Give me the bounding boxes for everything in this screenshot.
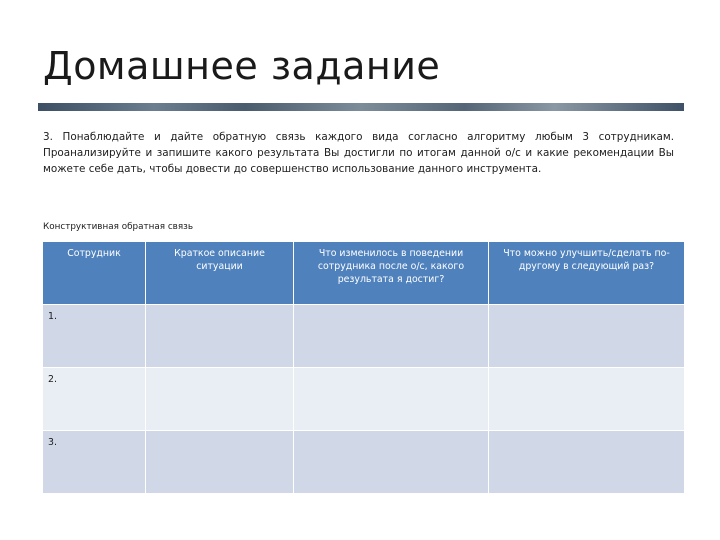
table-header-row [43,242,685,305]
table-cell[interactable] [489,431,685,494]
table-cell[interactable] [489,368,685,431]
table-cell[interactable] [294,431,489,494]
table-row [43,368,685,431]
header-employee: Сотрудник [43,242,146,305]
table-cell[interactable] [146,368,294,431]
table-row [43,305,685,368]
table-row [43,431,685,494]
table-cell[interactable] [146,431,294,494]
header-result: Что изменилось в поведении сотрудника после о/с, какого результата я достиг? [294,242,489,305]
row-number: 2. [43,368,146,431]
table-caption: Конструктивная обратная связь [43,222,194,232]
slide-title: Домашнее задание [43,44,441,88]
table-cell[interactable] [146,305,294,368]
table-cell[interactable] [294,305,489,368]
task-description: 3. Понаблюдайте и дайте обратную связь каждого вида согласно алгоритму любым 3 сотрудникам. Проанализируйте и запишите какого результата Вы достигли по итогам данной о/с и какие рекомендации Вы можете себе дать, чтобы довести до совершенство использование данного инструмента. [43,131,674,175]
table-cell[interactable] [489,305,685,368]
table-cell[interactable] [294,368,489,431]
row-number: 3. [43,431,146,494]
header-situation: Краткое описание ситуации [146,242,294,305]
feedback-table [42,241,685,494]
header-improvement: Что можно улучшить/сделать по-другому в следующий раз? [489,242,685,305]
title-underline-bar [38,103,684,111]
row-number: 1. [43,305,146,368]
